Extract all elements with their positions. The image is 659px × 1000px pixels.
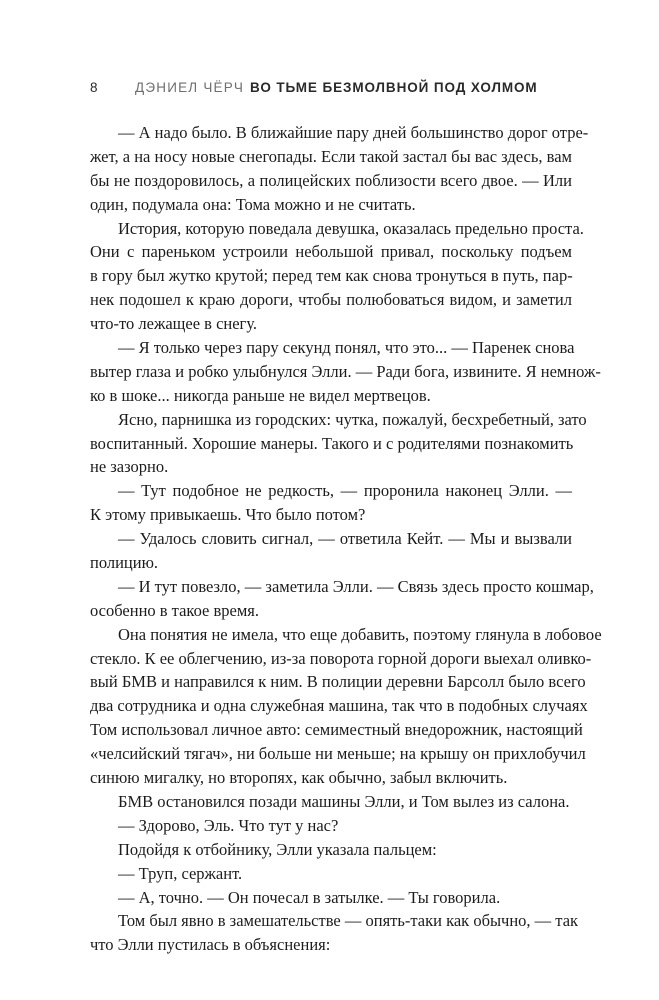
text-line: — Я только через пару секунд понял, что это... — Паренек снова: [118, 338, 575, 358]
text-line: Том был явно в замешательстве — опять-таки как обычно, — так: [118, 911, 579, 931]
text-line: воспитанный. Хорошие манеры. Такого и с родителями познакомить: [90, 433, 574, 453]
page-number: 8: [90, 80, 99, 95]
text-line: — Удалось словить сигнал, — ответила Кейт. — Мы и вызвали: [118, 529, 572, 549]
text-line: что Элли пустилась в объяснения:: [90, 935, 331, 955]
text-line: синюю мигалку, но второпях, как обычно, забыл включить.: [90, 768, 508, 788]
paragraph: [90, 623, 602, 790]
paragraph: [90, 121, 589, 217]
text-line: Подойдя к отбойнику, Элли указала пальцем:: [118, 839, 437, 859]
paragraph: [90, 575, 594, 623]
paragraph: [90, 862, 572, 886]
text-line: Том использовал личное авто: семиместный внедорожник, настоящий: [90, 720, 583, 740]
text-line: — А, точно. — Он почесал в затылке. — Ты говорила.: [118, 887, 501, 907]
text-line: что-то лежащее в снегу.: [90, 314, 258, 334]
paragraph: [90, 886, 572, 910]
body-text: [90, 121, 602, 957]
text-line: полицию.: [90, 553, 159, 573]
text-line: два сотрудника и одна служебная машина, так что в подобных случаях: [90, 696, 588, 716]
text-line: ко в шоке... никогда раньше не видел мертвецов.: [90, 385, 431, 405]
running-head: [90, 80, 590, 100]
paragraph: [90, 217, 584, 336]
text-line: История, которую поведала девушка, оказалась предельно проста.: [118, 218, 584, 238]
text-line: БМВ остановился позади машины Элли, и Том вылез из салона.: [118, 791, 570, 811]
paragraph: [90, 814, 572, 838]
text-line: один, подумала она: Тома можно и не считать.: [90, 194, 416, 214]
paragraph: [90, 336, 601, 408]
paragraph: [90, 909, 579, 957]
book-title: ВО ТЬМЕ БЕЗМОЛВНОЙ ПОД ХОЛМОМ: [250, 80, 538, 95]
paragraph: [90, 838, 572, 862]
text-line: К этому привыкаешь. Что было потом?: [90, 505, 366, 525]
text-line: Она понятия не имела, что еще добавить, поэтому глянула в лобовое: [118, 624, 602, 644]
text-line: вый БМВ и направился к ним. В полиции деревни Барсолл было всего: [90, 672, 586, 692]
text-line: Они с пареньком устроили небольшой привал, поскольку подъем: [90, 242, 572, 262]
paragraph: [90, 408, 587, 480]
text-line: вытер глаза и робко улыбнулся Элли. — Ради бога, извините. Я немнож-: [90, 361, 601, 381]
text-line: стекло. К ее облегчению, из-за поворота горной дороги выехал оливко-: [90, 648, 592, 668]
text-line: — Тут подобное не редкость, — проронила наконец Элли. —: [118, 481, 572, 501]
text-line: особенно в такое время.: [90, 600, 260, 620]
paragraph: [90, 790, 572, 814]
text-line: жет, а на носу новые снегопады. Если такой застал бы вас здесь, вам: [90, 146, 572, 166]
text-line: «челсийский тягач», ни больше ни меньше; на крышу он прихлобучил: [90, 744, 586, 764]
text-line: бы не поздоровилось, а полицейских поблизости всего двое. — Или: [90, 170, 572, 190]
text-line: — А надо было. В ближайшие пару дней большинство дорог отре-: [118, 123, 589, 142]
text-line: — Труп, сержант.: [118, 863, 243, 883]
text-line: Ясно, парнишка из городских: чутка, пожалуй, бесхребетный, зато: [118, 409, 587, 429]
text-line: в гору был жутко крутой; перед тем как снова тронуться в путь, пар-: [90, 266, 573, 286]
text-line: — Здорово, Эль. Что тут у нас?: [118, 815, 339, 835]
paragraph: [90, 479, 572, 527]
author-name: ДЭНИЕЛ ЧЁРЧ: [135, 80, 245, 95]
text-line: нек подошел к краю дороги, чтобы полюбоваться видом, и заметил: [90, 290, 572, 310]
paragraph: [90, 527, 572, 575]
text-line: не зазорно.: [90, 457, 169, 477]
text-line: — И тут повезло, — заметила Элли. — Связь здесь просто кошмар,: [118, 576, 594, 596]
